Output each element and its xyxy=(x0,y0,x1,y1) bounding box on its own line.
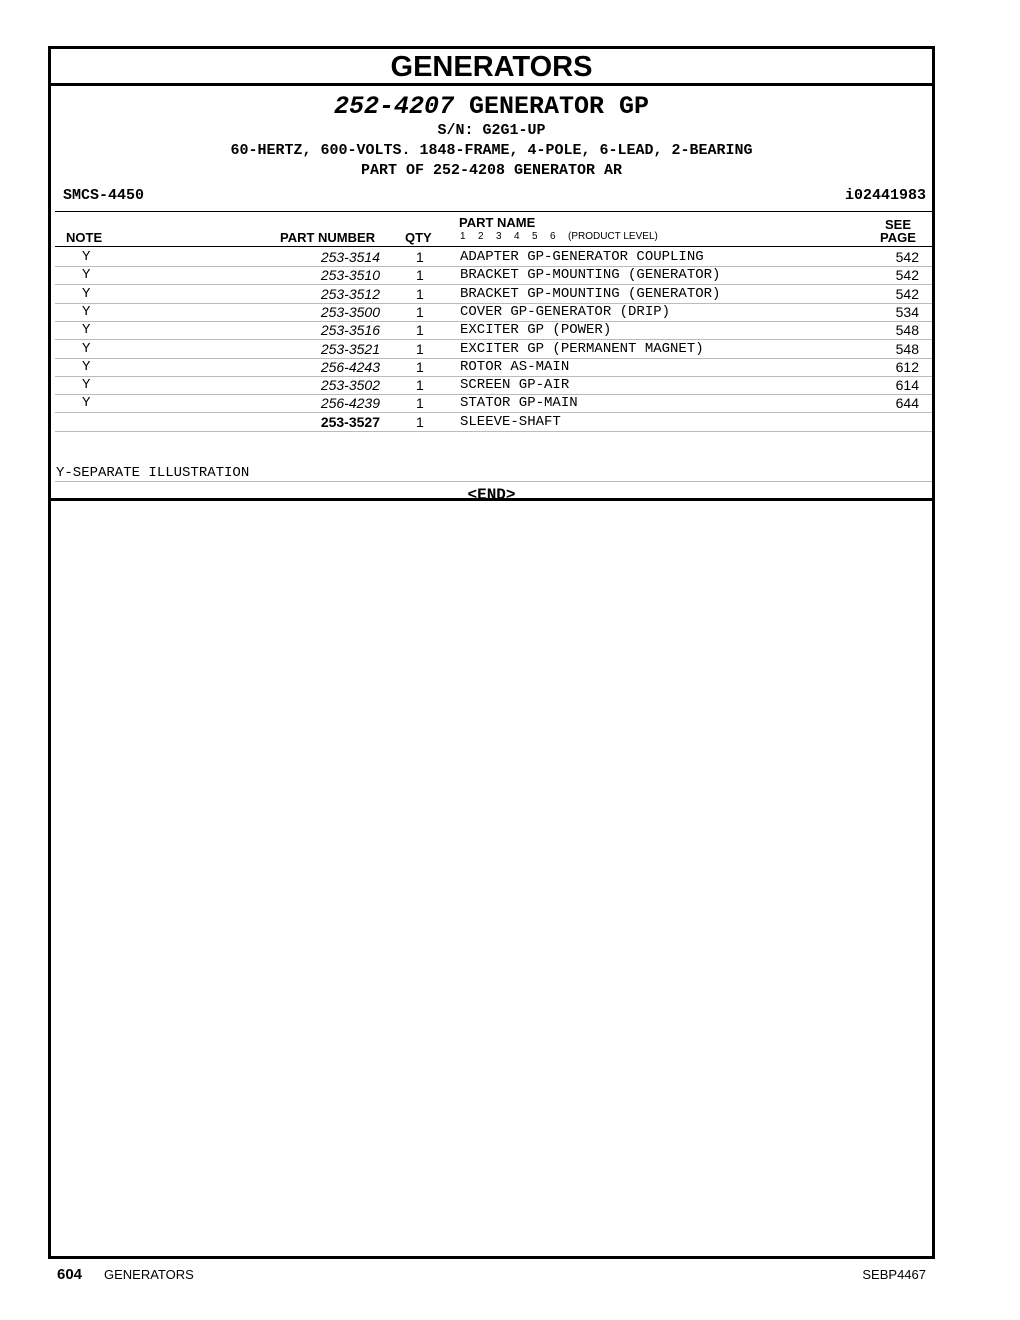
qty-cell: 1 xyxy=(416,395,424,412)
note-cell: Y xyxy=(82,285,91,302)
part-name-cell: ADAPTER GP-GENERATOR COUPLING xyxy=(460,249,704,265)
see-page-cell: 534 xyxy=(895,303,919,320)
part-name-cell: BRACKET GP-MOUNTING (GENERATOR) xyxy=(460,285,721,302)
footer-document-number: SEBP4467 xyxy=(862,1267,926,1282)
col-qty: QTY xyxy=(405,230,432,245)
section-title: GENERATORS xyxy=(51,49,932,86)
table-row xyxy=(55,266,932,285)
part-name-cell: ROTOR AS-MAIN xyxy=(460,358,570,375)
table-row xyxy=(55,413,932,432)
qty-cell: 1 xyxy=(416,303,424,320)
part-number-cell: 253-3502 xyxy=(320,377,380,394)
qty-cell: 1 xyxy=(416,413,424,430)
note-cell: Y xyxy=(82,322,91,339)
part-name-cell: BRACKET GP-MOUNTING (GENERATOR) xyxy=(460,267,721,284)
part-name-cell: COVER GP-GENERATOR (DRIP) xyxy=(460,303,671,320)
part-number-cell: 256-4239 xyxy=(320,395,380,412)
col-part-name: PART NAME xyxy=(459,215,536,230)
part-name-cell: SLEEVE-SHAFT xyxy=(460,413,561,430)
group-description: 60-HERTZ, 600-VOLTS. 1848-FRAME, 4-POLE, 6-LEAD, 2-BEARING xyxy=(230,142,753,159)
note-cell: Y xyxy=(82,340,91,357)
see-page-cell: 548 xyxy=(895,322,919,339)
table-row xyxy=(55,340,932,359)
level-5: 5 xyxy=(532,231,538,242)
note-cell: Y xyxy=(82,303,91,320)
see-page-cell: 542 xyxy=(895,267,919,284)
level-4: 4 xyxy=(514,231,520,242)
note-cell: Y xyxy=(82,267,91,284)
product-level-label: (PRODUCT LEVEL) xyxy=(568,231,658,242)
column-header-rule xyxy=(55,246,932,247)
part-number-cell: 253-3500 xyxy=(320,303,380,320)
table-row xyxy=(55,285,932,304)
part-number-cell: 253-3521 xyxy=(320,340,380,357)
reference-id: i02441983 xyxy=(844,187,926,204)
part-number-cell: 253-3512 xyxy=(320,285,380,302)
end-marker: <END> xyxy=(467,486,516,504)
footer-page-number: 604 xyxy=(57,1266,83,1283)
see-page-cell: 542 xyxy=(895,285,919,302)
qty-cell: 1 xyxy=(416,285,424,302)
note-cell: Y xyxy=(82,358,91,375)
table-row xyxy=(55,358,932,377)
qty-cell: 1 xyxy=(416,322,424,339)
table-row xyxy=(55,303,932,322)
level-6: 6 xyxy=(550,231,556,242)
table-row xyxy=(55,376,932,395)
product-levels xyxy=(460,231,658,242)
level-1: 1 xyxy=(460,231,466,242)
group-part-number: 252-4207 xyxy=(333,92,454,121)
see-page-cell: 548 xyxy=(895,340,919,357)
part-name-cell: STATOR GP-MAIN xyxy=(460,395,578,412)
part-name-cell: SCREEN GP-AIR xyxy=(460,377,570,394)
col-note: NOTE xyxy=(66,230,103,245)
table-row xyxy=(55,248,932,267)
group-part-title: GENERATOR GP xyxy=(469,92,650,121)
see-page-cell: 612 xyxy=(895,358,919,375)
qty-cell: 1 xyxy=(416,249,424,265)
col-page: PAGE xyxy=(880,230,916,245)
part-number-cell: 253-3516 xyxy=(320,322,380,339)
col-see: SEE xyxy=(885,217,912,232)
see-page-cell: 644 xyxy=(895,395,919,412)
qty-cell: 1 xyxy=(416,377,424,394)
part-number-cell: 253-3510 xyxy=(320,267,380,284)
part-number-cell: 253-3527 xyxy=(320,413,380,430)
table-row xyxy=(55,394,932,413)
see-page-cell: 614 xyxy=(895,377,919,394)
part-number-cell: 256-4243 xyxy=(320,358,380,375)
qty-cell: 1 xyxy=(416,358,424,375)
serial-number: S/N: G2G1-UP xyxy=(437,122,546,139)
level-2: 2 xyxy=(478,231,484,242)
parts-list-content xyxy=(51,86,932,504)
part-name-cell: EXCITER GP (POWER) xyxy=(460,322,612,339)
qty-cell: 1 xyxy=(416,267,424,284)
qty-cell: 1 xyxy=(416,340,424,357)
see-page-cell: 542 xyxy=(895,249,919,265)
part-number-cell: 253-3514 xyxy=(320,249,380,265)
page-frame xyxy=(48,46,935,1259)
table-row xyxy=(55,321,932,340)
note-cell: Y xyxy=(82,377,91,394)
group-title xyxy=(51,92,932,121)
footnote-rule xyxy=(55,481,932,482)
part-name-cell: EXCITER GP (PERMANENT MAGNET) xyxy=(460,340,704,357)
header-rule xyxy=(55,211,932,212)
part-of-note: PART OF 252-4208 GENERATOR AR xyxy=(360,162,623,179)
smcs-code: SMCS-4450 xyxy=(63,187,145,204)
note-cell: Y xyxy=(82,249,91,265)
col-part-number: PART NUMBER xyxy=(280,230,376,245)
note-cell: Y xyxy=(82,395,91,412)
footer-section: GENERATORS xyxy=(104,1267,194,1282)
level-3: 3 xyxy=(496,231,502,242)
footnote: Y-SEPARATE ILLUSTRATION xyxy=(56,465,250,481)
